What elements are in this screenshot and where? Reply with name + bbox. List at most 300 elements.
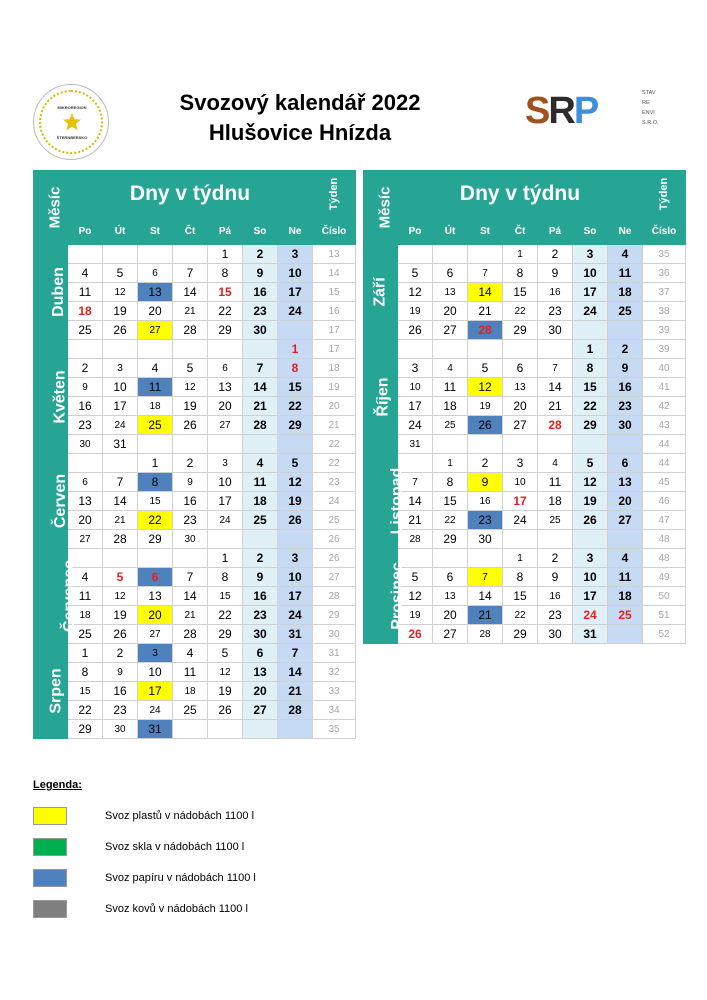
- day-cell: 3: [208, 454, 243, 473]
- day-cell: 18: [538, 492, 573, 511]
- day-cell: 26: [398, 625, 433, 644]
- week-number: 20: [313, 397, 356, 416]
- day-cell: 28: [173, 321, 208, 340]
- day-cell: 24: [278, 302, 313, 321]
- day-cell: 14: [243, 378, 278, 397]
- week-row: [364, 530, 686, 549]
- day-cell: 28: [468, 625, 503, 644]
- week-number: 26: [313, 549, 356, 568]
- page-title: Svozový kalendář 2022: [179, 90, 421, 115]
- week-row: [364, 283, 686, 302]
- day-cell: 18: [68, 302, 103, 321]
- week-number: 19: [313, 378, 356, 397]
- day-cell: 8: [433, 473, 468, 492]
- day-name-2: St: [468, 218, 503, 245]
- day-cell: 1: [278, 340, 313, 359]
- week-row: [364, 549, 686, 568]
- day-name-1: Út: [433, 218, 468, 245]
- day-cell: 6: [208, 359, 243, 378]
- day-cell: 2: [468, 454, 503, 473]
- week-row: [364, 511, 686, 530]
- day-cell: [608, 435, 643, 454]
- day-cell: 2: [243, 245, 278, 264]
- week-row: [364, 625, 686, 644]
- day-cell: 3: [398, 359, 433, 378]
- day-cell: 5: [573, 454, 608, 473]
- day-cell: 21: [103, 511, 138, 530]
- day-cell: 17: [503, 492, 538, 511]
- day-cell: [173, 340, 208, 359]
- week-number: 25: [313, 511, 356, 530]
- week-number: 39: [643, 340, 686, 359]
- srp-logo-letters: [525, 90, 599, 132]
- day-cell: [208, 720, 243, 739]
- day-cell: 4: [138, 359, 173, 378]
- day-cell: 30: [468, 530, 503, 549]
- day-cell: 11: [608, 568, 643, 587]
- day-cell: 29: [573, 416, 608, 435]
- legend-title: Legenda:: [33, 779, 82, 791]
- day-cell: [468, 340, 503, 359]
- day-cell: 28: [278, 701, 313, 720]
- day-cell: [538, 435, 573, 454]
- day-cell: 23: [468, 511, 503, 530]
- week-row: [34, 454, 356, 473]
- day-cell: 8: [503, 568, 538, 587]
- week-row: [364, 359, 686, 378]
- day-cell: 30: [68, 435, 103, 454]
- day-cell: 8: [278, 359, 313, 378]
- day-cell: 27: [208, 416, 243, 435]
- week-row: [364, 245, 686, 264]
- week-number: 34: [313, 701, 356, 720]
- day-cell: 10: [278, 264, 313, 283]
- day-cell: 22: [278, 397, 313, 416]
- day-cell: 3: [138, 644, 173, 663]
- day-cell: 27: [608, 511, 643, 530]
- day-cell: 14: [103, 492, 138, 511]
- week-row: [364, 264, 686, 283]
- week-number: 23: [313, 473, 356, 492]
- day-cell: 21: [243, 397, 278, 416]
- day-cell: 5: [468, 359, 503, 378]
- week-row: [34, 720, 356, 739]
- day-cell: 6: [433, 264, 468, 283]
- week-number: 21: [313, 416, 356, 435]
- week-row: [34, 701, 356, 720]
- week-row: [34, 397, 356, 416]
- legend-text-papir: Svoz papíru v nádobách 1100 l: [105, 872, 256, 884]
- day-cell: 4: [68, 264, 103, 283]
- day-cell: [538, 340, 573, 359]
- day-cell: 9: [173, 473, 208, 492]
- day-cell: 21: [468, 302, 503, 321]
- day-cell: [208, 340, 243, 359]
- day-cell: 1: [138, 454, 173, 473]
- day-cell: 18: [243, 492, 278, 511]
- day-name-2: St: [138, 218, 173, 245]
- day-cell: [278, 720, 313, 739]
- day-cell: 28: [243, 416, 278, 435]
- day-cell: [243, 530, 278, 549]
- day-cell: 23: [243, 302, 278, 321]
- logo-bottom-text: ŠTERNBERSKO: [56, 135, 88, 140]
- week-row: [364, 397, 686, 416]
- day-cell: [398, 245, 433, 264]
- week-number-label: Číslo: [643, 218, 686, 245]
- week-row: [364, 340, 686, 359]
- week-number: 48: [643, 530, 686, 549]
- srp-letter-0: S: [525, 90, 549, 132]
- legend-swatch-sklo: [33, 838, 67, 856]
- day-cell: 24: [573, 606, 608, 625]
- day-cell: 9: [243, 264, 278, 283]
- day-cell: 4: [538, 454, 573, 473]
- week-number: 33: [313, 682, 356, 701]
- day-cell: [68, 340, 103, 359]
- week-row: [34, 321, 356, 340]
- day-cell: 9: [538, 264, 573, 283]
- day-cell: 19: [103, 606, 138, 625]
- day-cell: [243, 340, 278, 359]
- month-label: [364, 454, 406, 549]
- day-cell: [503, 340, 538, 359]
- day-name-5: So: [573, 218, 608, 245]
- month-column-header: [34, 171, 68, 245]
- day-cell: 12: [468, 378, 503, 397]
- legend-swatch-kov: [33, 900, 67, 918]
- day-cell: [138, 549, 173, 568]
- week-column-header: [643, 171, 686, 218]
- day-cell: 20: [68, 511, 103, 530]
- month-name: Květen: [51, 369, 69, 424]
- day-cell: 23: [68, 416, 103, 435]
- day-cell: 1: [68, 644, 103, 663]
- week-number: 28: [313, 587, 356, 606]
- day-cell: 3: [103, 359, 138, 378]
- week-row: [364, 568, 686, 587]
- day-cell: [243, 720, 278, 739]
- week-row: [34, 530, 356, 549]
- day-cell: 20: [138, 302, 173, 321]
- day-cell: 22: [503, 302, 538, 321]
- day-cell: 19: [208, 682, 243, 701]
- day-cell: 17: [573, 283, 608, 302]
- day-cell: 17: [103, 397, 138, 416]
- day-cell: 16: [173, 492, 208, 511]
- day-cell: 9: [538, 568, 573, 587]
- day-cell: 24: [573, 302, 608, 321]
- day-cell: 24: [503, 511, 538, 530]
- day-cell: 31: [398, 435, 433, 454]
- day-cell: 21: [398, 511, 433, 530]
- day-cell: [278, 321, 313, 340]
- day-cell: 27: [433, 625, 468, 644]
- day-cell: 11: [608, 264, 643, 283]
- day-cell: 15: [208, 283, 243, 302]
- day-cell: 6: [608, 454, 643, 473]
- day-cell: 7: [243, 359, 278, 378]
- day-cell: 12: [208, 663, 243, 682]
- week-row: [34, 245, 356, 264]
- day-cell: 7: [468, 568, 503, 587]
- day-cell: [103, 340, 138, 359]
- week-row: [34, 416, 356, 435]
- day-cell: 9: [68, 378, 103, 397]
- week-number: 29: [313, 606, 356, 625]
- week-number: 35: [313, 720, 356, 739]
- day-cell: 9: [468, 473, 503, 492]
- week-row: [364, 473, 686, 492]
- day-name-6: Ne: [608, 218, 643, 245]
- month-label: [364, 549, 406, 644]
- day-cell: [278, 530, 313, 549]
- day-cell: 24: [278, 606, 313, 625]
- day-cell: 26: [278, 511, 313, 530]
- day-cell: [103, 245, 138, 264]
- day-cell: 30: [243, 321, 278, 340]
- day-cell: 20: [433, 606, 468, 625]
- week-row: [34, 549, 356, 568]
- day-cell: 27: [138, 625, 173, 644]
- day-cell: [503, 435, 538, 454]
- day-cell: 3: [573, 245, 608, 264]
- week-row: [34, 340, 356, 359]
- day-cell: [538, 530, 573, 549]
- legend-swatch-plast: [33, 807, 67, 825]
- day-cell: 7: [398, 473, 433, 492]
- day-cell: 21: [173, 302, 208, 321]
- month-name: Listopad: [388, 467, 406, 535]
- day-cell: 14: [173, 283, 208, 302]
- day-cell: 31: [138, 720, 173, 739]
- day-cell: 4: [243, 454, 278, 473]
- day-name-6: Ne: [278, 218, 313, 245]
- day-cell: 23: [538, 606, 573, 625]
- srp-logo: [525, 90, 659, 132]
- day-cell: 29: [208, 625, 243, 644]
- week-number: 42: [643, 397, 686, 416]
- day-cell: 26: [398, 321, 433, 340]
- day-cell: 14: [173, 587, 208, 606]
- day-cell: 20: [433, 302, 468, 321]
- day-cell: [103, 454, 138, 473]
- day-cell: 17: [573, 587, 608, 606]
- day-cell: 14: [278, 663, 313, 682]
- day-cell: 22: [68, 701, 103, 720]
- day-cell: 14: [468, 587, 503, 606]
- month-label: [34, 340, 68, 454]
- week-number: 22: [313, 435, 356, 454]
- week-row: [364, 606, 686, 625]
- day-cell: 4: [608, 549, 643, 568]
- day-cell: 1: [208, 549, 243, 568]
- day-cell: 20: [138, 606, 173, 625]
- week-number: 44: [643, 435, 686, 454]
- day-cell: 14: [538, 378, 573, 397]
- day-cell: 7: [278, 644, 313, 663]
- day-cell: [138, 435, 173, 454]
- day-cell: 25: [538, 511, 573, 530]
- day-cell: 2: [608, 340, 643, 359]
- day-cell: 19: [173, 397, 208, 416]
- day-cell: 20: [208, 397, 243, 416]
- day-cell: 24: [103, 416, 138, 435]
- day-cell: 10: [573, 264, 608, 283]
- day-cell: 15: [278, 378, 313, 397]
- week-row: [34, 568, 356, 587]
- day-cell: 20: [503, 397, 538, 416]
- week-row: [364, 378, 686, 397]
- day-cell: 4: [173, 644, 208, 663]
- day-cell: 21: [468, 606, 503, 625]
- day-cell: 11: [138, 378, 173, 397]
- day-cell: 8: [138, 473, 173, 492]
- day-cell: 28: [103, 530, 138, 549]
- day-cell: 7: [468, 264, 503, 283]
- calendar-september-december: [363, 170, 686, 644]
- week-row: [34, 283, 356, 302]
- day-cell: 13: [433, 283, 468, 302]
- week-row: [364, 435, 686, 454]
- day-cell: 9: [608, 359, 643, 378]
- day-cell: 10: [103, 378, 138, 397]
- day-cell: 13: [68, 492, 103, 511]
- day-cell: 11: [433, 378, 468, 397]
- day-cell: 21: [173, 606, 208, 625]
- day-cell: 18: [68, 606, 103, 625]
- day-cell: 2: [538, 245, 573, 264]
- week-number-label: Číslo: [313, 218, 356, 245]
- day-cell: 24: [398, 416, 433, 435]
- day-cell: [173, 435, 208, 454]
- day-cell: 16: [68, 397, 103, 416]
- day-cell: 23: [538, 302, 573, 321]
- day-name-0: Po: [398, 218, 433, 245]
- day-cell: 6: [138, 568, 173, 587]
- day-cell: 13: [208, 378, 243, 397]
- day-cell: 17: [208, 492, 243, 511]
- day-cell: [278, 435, 313, 454]
- day-cell: 1: [573, 340, 608, 359]
- day-name-4: Pá: [538, 218, 573, 245]
- day-cell: 13: [503, 378, 538, 397]
- day-cell: 10: [208, 473, 243, 492]
- week-row: [34, 663, 356, 682]
- day-cell: [173, 720, 208, 739]
- day-cell: 23: [243, 606, 278, 625]
- day-cell: [173, 549, 208, 568]
- day-cell: 25: [138, 416, 173, 435]
- day-cell: 30: [538, 321, 573, 340]
- day-cell: 3: [278, 245, 313, 264]
- day-cell: 16: [243, 283, 278, 302]
- day-cell: 10: [398, 378, 433, 397]
- week-number: 45: [643, 473, 686, 492]
- month-label: [34, 549, 79, 644]
- day-cell: 5: [103, 264, 138, 283]
- week-number: 40: [643, 359, 686, 378]
- day-cell: 18: [138, 397, 173, 416]
- day-cell: [608, 625, 643, 644]
- day-cell: 13: [138, 587, 173, 606]
- day-cell: 17: [398, 397, 433, 416]
- week-number: 18: [313, 359, 356, 378]
- day-cell: 11: [243, 473, 278, 492]
- day-cell: 19: [398, 302, 433, 321]
- month-name: Červen: [52, 473, 70, 529]
- day-cell: 9: [103, 663, 138, 682]
- day-cell: 25: [608, 302, 643, 321]
- week-number: 16: [313, 302, 356, 321]
- day-cell: 25: [68, 321, 103, 340]
- day-cell: 23: [173, 511, 208, 530]
- week-row: [34, 644, 356, 663]
- day-cell: 24: [208, 511, 243, 530]
- week-column-label: Týden: [658, 177, 670, 211]
- day-cell: [173, 245, 208, 264]
- day-cell: 6: [138, 264, 173, 283]
- day-cell: 6: [68, 473, 103, 492]
- srp-letter-2: P: [573, 90, 598, 132]
- srp-logo-graphic: [525, 90, 641, 132]
- day-cell: 30: [608, 416, 643, 435]
- day-cell: 12: [573, 473, 608, 492]
- calendar-april-august: [33, 170, 356, 739]
- day-cell: 14: [398, 492, 433, 511]
- day-cell: 22: [138, 511, 173, 530]
- day-cell: [573, 435, 608, 454]
- day-cell: 19: [573, 492, 608, 511]
- day-cell: 23: [608, 397, 643, 416]
- week-row: [34, 302, 356, 321]
- day-cell: 17: [278, 283, 313, 302]
- day-cell: [468, 549, 503, 568]
- month-column-label: Měsíc: [376, 186, 394, 229]
- day-cell: 13: [433, 587, 468, 606]
- week-row: [364, 416, 686, 435]
- day-cell: [433, 435, 468, 454]
- month-name: Duben: [49, 267, 67, 317]
- day-cell: 6: [503, 359, 538, 378]
- day-cell: [573, 321, 608, 340]
- day-name-5: So: [243, 218, 278, 245]
- day-cell: 10: [278, 568, 313, 587]
- day-cell: 5: [173, 359, 208, 378]
- day-cell: 22: [208, 606, 243, 625]
- day-cell: 31: [278, 625, 313, 644]
- day-name-1: Út: [103, 218, 138, 245]
- day-cell: 11: [538, 473, 573, 492]
- week-number: 31: [313, 644, 356, 663]
- week-column-label: Týden: [328, 177, 340, 211]
- day-cell: 6: [243, 644, 278, 663]
- days-heading: Dny v týdnu: [68, 171, 313, 218]
- day-cell: 30: [103, 720, 138, 739]
- week-number: 47: [643, 511, 686, 530]
- day-cell: 2: [173, 454, 208, 473]
- day-cell: 26: [468, 416, 503, 435]
- day-cell: 7: [173, 264, 208, 283]
- week-row: [34, 587, 356, 606]
- day-cell: 13: [243, 663, 278, 682]
- day-cell: 10: [138, 663, 173, 682]
- day-cell: 14: [468, 283, 503, 302]
- day-cell: 16: [608, 378, 643, 397]
- month-label: [34, 454, 68, 549]
- day-cell: 6: [433, 568, 468, 587]
- week-row: [34, 682, 356, 701]
